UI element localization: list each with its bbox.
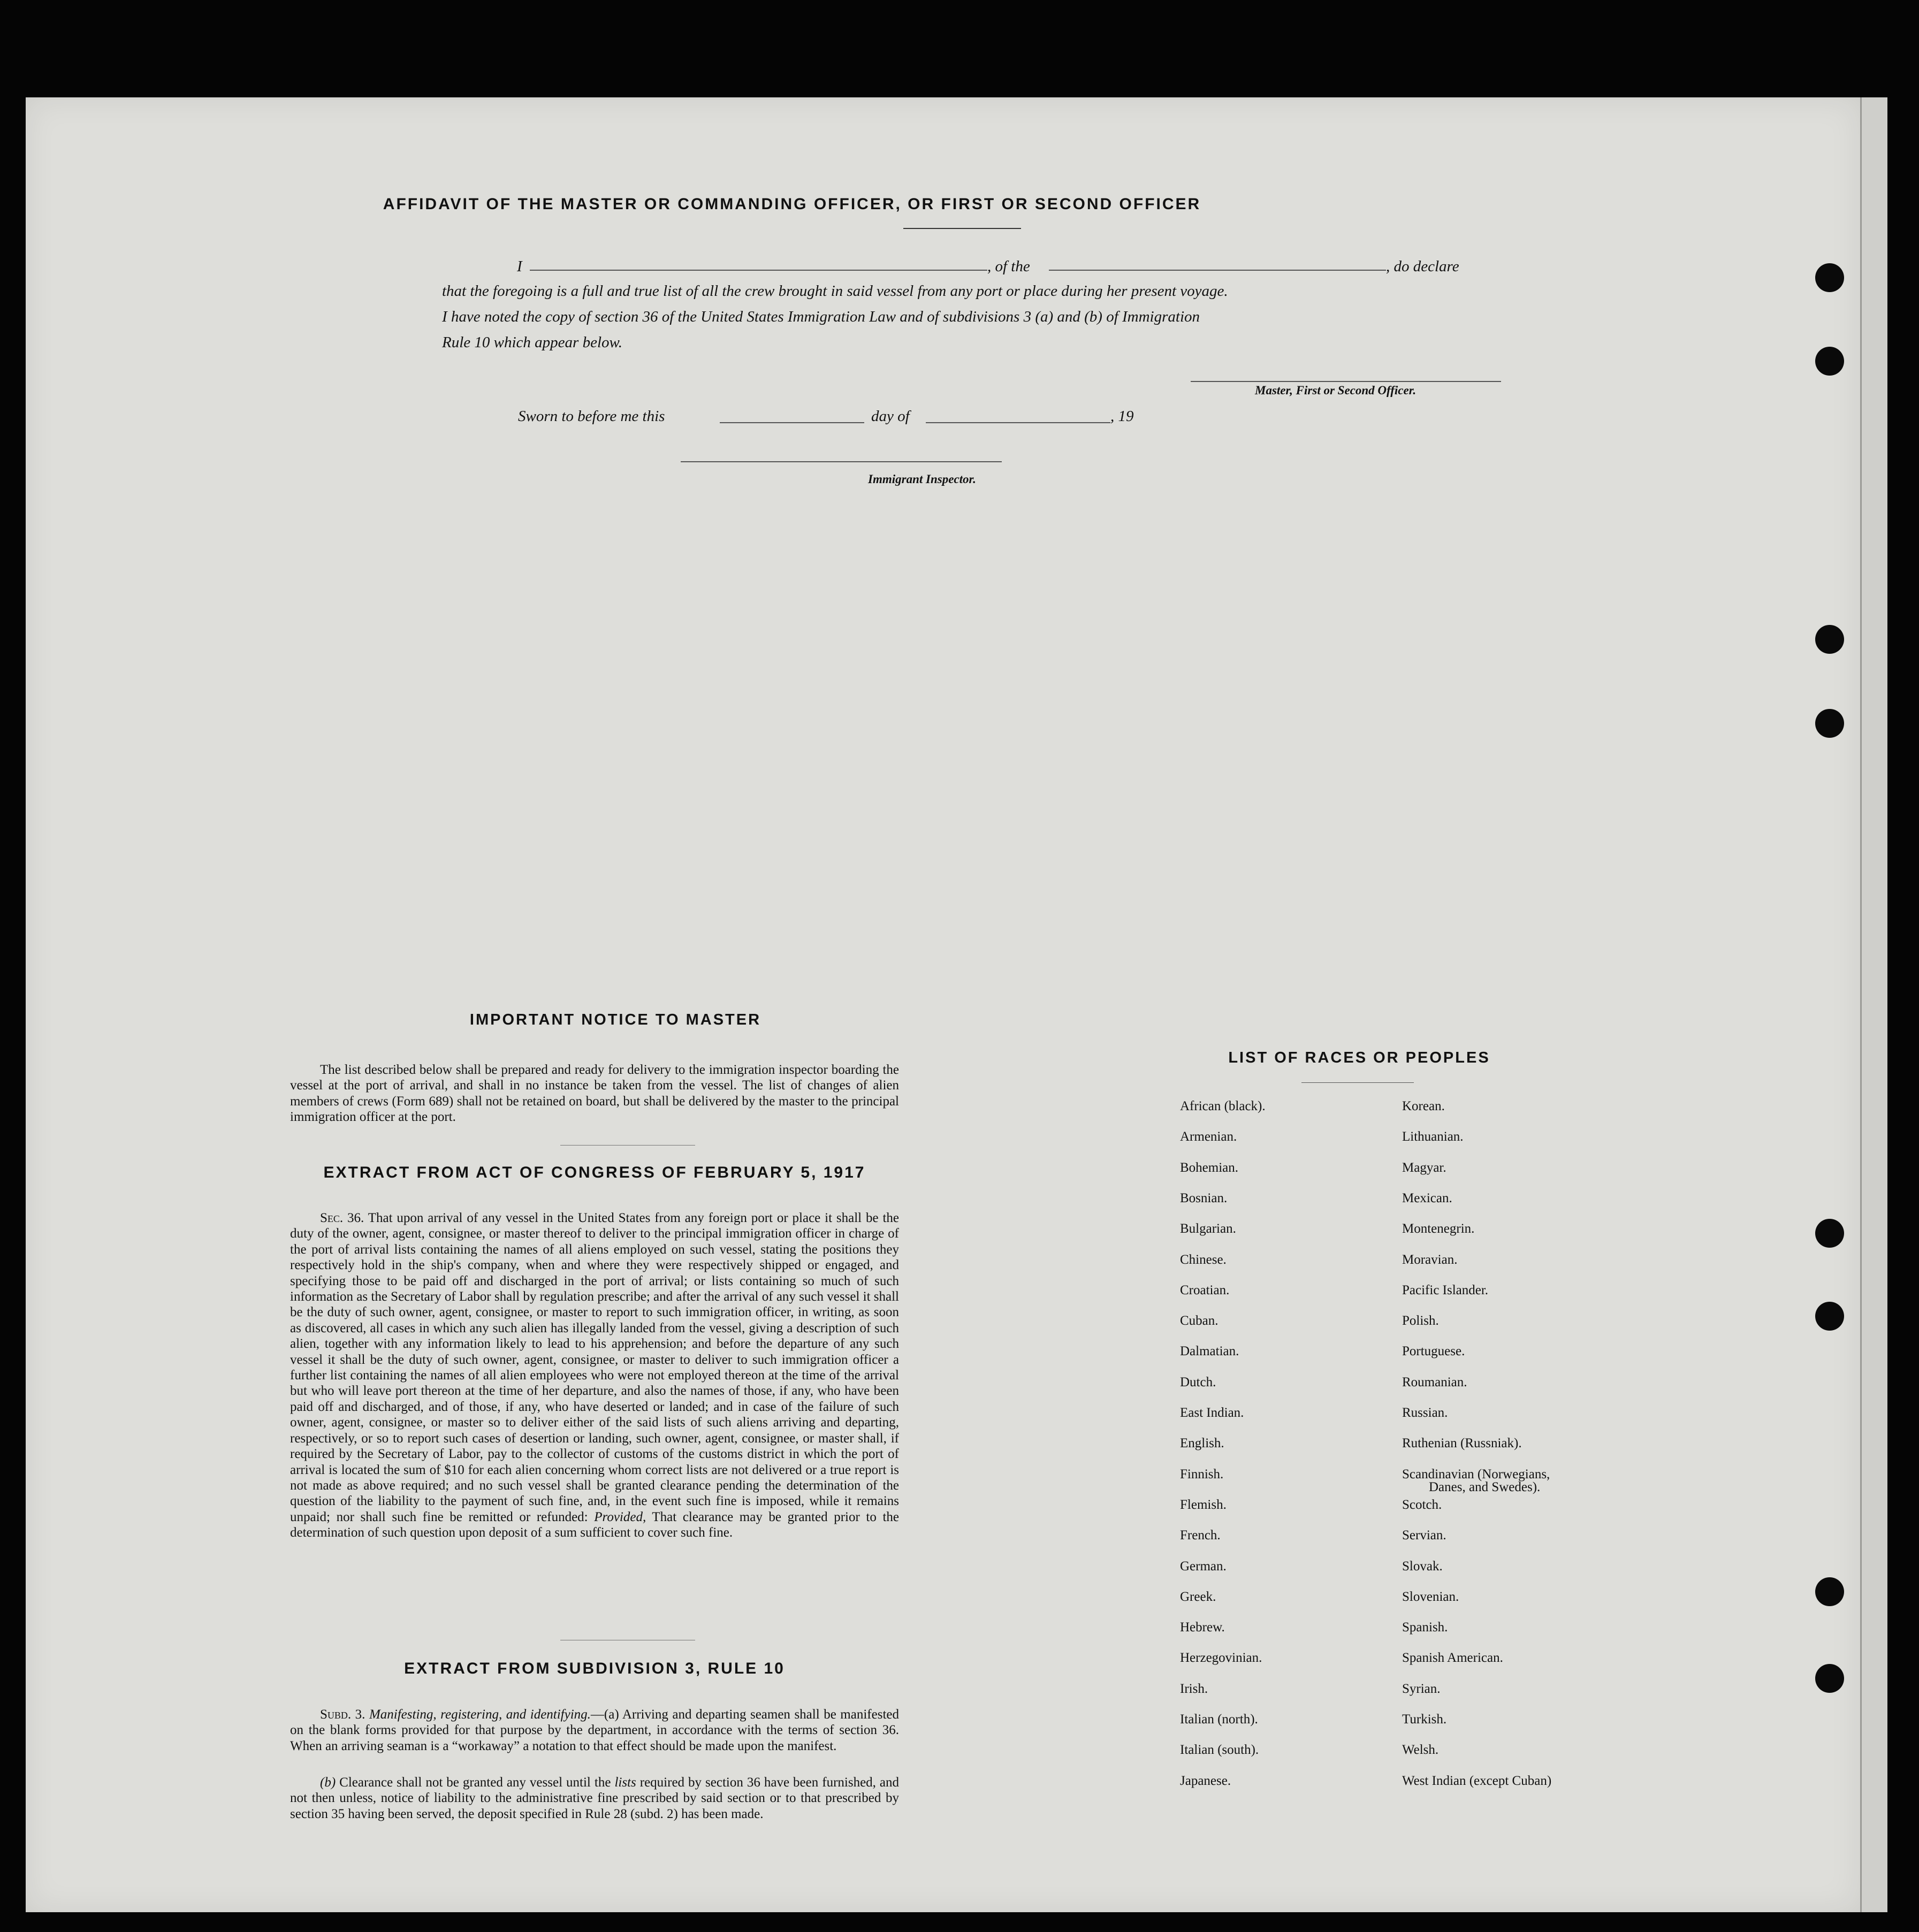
race-item: Mexican. [1402, 1190, 1452, 1205]
race-item: African (black). [1180, 1099, 1266, 1113]
binder-hole [1815, 625, 1844, 654]
page-edge [1860, 97, 1887, 1912]
race-item: Bosnian. [1180, 1190, 1228, 1205]
master-signature-label: Master, First or Second Officer. [1255, 384, 1417, 397]
race-item: German. [1180, 1559, 1227, 1574]
act-extract-title: EXTRACT FROM ACT OF CONGRESS OF FEBRUARY 5, 1917 [323, 1164, 866, 1181]
race-item: Finnish. [1180, 1467, 1224, 1482]
race-item: Magyar. [1402, 1160, 1446, 1175]
sworn-day-line[interactable] [720, 422, 864, 423]
subd-a-label: —(a) [590, 1707, 619, 1722]
binder-hole [1815, 1577, 1844, 1606]
divider [903, 228, 1021, 229]
race-item: Slovak. [1402, 1559, 1443, 1574]
inspector-label: Immigrant Inspector. [868, 472, 976, 486]
subd-b-label: (b) [320, 1775, 336, 1790]
act-extract-body [290, 1210, 899, 1541]
inspector-signature-line[interactable] [681, 461, 1002, 462]
affidavit-line-2: that the foregoing is a full and true list of all the crew brought in said vessel from any port or place during her present voyage. [442, 282, 1228, 300]
race-item: Scandinavian (Norwegians, [1402, 1467, 1550, 1482]
race-item: Hebrew. [1180, 1620, 1225, 1635]
race-item: Chinese. [1180, 1252, 1227, 1267]
race-item: Cuban. [1180, 1314, 1219, 1328]
provided-label: Provided, [594, 1509, 646, 1524]
race-item: Roumanian. [1402, 1374, 1467, 1389]
sec-36-text: That upon arrival of any vessel in the United States from any foreign port or place it shall be the duty of the owner, agent, consignee, or master thereof to deliver to the principal immigration officer in charge of the port of arrival lists containing the names of all aliens employed on such vessel, stating the positions they respectively hold in the ship's company, when and where they were respectively shipped or engaged, and specifying those to be paid off and discharged in the port of arrival; or lists containing so much of such information as the Secretary of Labor shall by regulation prescribe; and after the arrival of any such vessel it shall be the duty of such owner, agent, consignee, or master to report to such immigration officer, in writing, as soon as discovered, all cases in which any such alien has illegally landed from the vessel, giving a description of such alien, together with any information likely to lead to his apprehension; and before the departure of any such vessel it shall be the duty of such owner, agent, consignee, or master to deliver to such immigration officer a further list containing the names of all alien employees who were not employed thereon at the time of the arrival but who will leave port thereon at the time of her departure, and also the names of those, if any, who have been paid off and discharged, and of those, if any, who have deserted or landed; and in case of the failure of such owner, agent, consignee, or master so to deliver either of the said lists of such aliens arriving and departing, respectively, or so to report such cases of desertion or landing, such owner, agent, consignee, or master shall, if required by the Secretary of Labor, pay to the collector of customs of the customs district in which the port of arrival is located the sum of $10 for each alien concerning whom correct lists are not delivered or a true report is not made as above required; and no such vessel shall be granted clearance pending the determination of the question of the liability to the payment of such fine, and, in the event such fine is imposed, while it remains unpaid; nor shall such fine be remitted or refunded: [290, 1211, 899, 1524]
rule-extract-subd-a [290, 1707, 899, 1754]
race-item: Bulgarian. [1180, 1221, 1236, 1236]
vessel-line[interactable] [1049, 270, 1386, 271]
affidavit-line-4: Rule 10 which appear below. [442, 334, 622, 351]
sworn-month-line[interactable] [926, 422, 1110, 423]
binder-hole [1815, 1219, 1844, 1248]
race-item: Portuguese. [1402, 1344, 1465, 1359]
affidavit-declare-label: , do declare [1386, 258, 1459, 275]
notice-body: The list described below shall be prepared and ready for delivery to the immigration inspector boarding the vessel at the port of arrival, and shall in no instance be taken from the vessel. The list of changes of alien members of crews (Form 689) shall not be retained on board, but shall be delivered by the master to the principal immigration officer at the port. [290, 1063, 899, 1125]
race-item: Russian. [1402, 1406, 1448, 1420]
race-item: Herzegovinian. [1180, 1651, 1262, 1666]
subd-b-body-1: Clearance shall not be granted any vessel until the [339, 1775, 611, 1790]
race-item: Armenian. [1180, 1129, 1237, 1144]
year-label: , 19 [1110, 408, 1134, 425]
notice-title: IMPORTANT NOTICE TO MASTER [469, 1011, 761, 1028]
race-item-continuation: Danes, and Swedes). [1429, 1479, 1541, 1494]
subd-label: Subd. 3. [320, 1707, 365, 1722]
binder-hole [1815, 263, 1844, 292]
race-item: Lithuanian. [1402, 1129, 1464, 1144]
races-title: LIST OF RACES OR PEOPLES [1228, 1049, 1490, 1066]
race-item: Slovenian. [1402, 1589, 1459, 1604]
race-item: Flemish. [1180, 1497, 1227, 1512]
sworn-label: Sworn to before me this [518, 408, 665, 425]
race-item: West Indian (except Cuban) [1402, 1773, 1552, 1788]
binder-hole [1815, 1664, 1844, 1693]
race-item: Italian (south). [1180, 1743, 1259, 1758]
race-item: Dutch. [1180, 1374, 1216, 1389]
binder-hole [1815, 347, 1844, 376]
race-item: Syrian. [1402, 1681, 1441, 1696]
race-item: English. [1180, 1436, 1224, 1451]
race-item: Moravian. [1402, 1252, 1458, 1267]
day-of-label: day of [871, 408, 910, 425]
subd-b-body-2: required by section 36 have been furnished, and not then unless, notice of liability to the administrative fine prescribed by said section or to that prescribed by section 35 having been served, the deposit specified in Rule 28 (subd. 2) has been made. [290, 1775, 900, 1821]
race-item: Japanese. [1180, 1773, 1231, 1788]
race-item: Bohemian. [1180, 1160, 1239, 1175]
divider [560, 1145, 695, 1146]
race-item: East Indian. [1180, 1406, 1244, 1420]
race-item: Montenegrin. [1402, 1221, 1475, 1236]
race-item: French. [1180, 1528, 1221, 1543]
subd-b-lists: lists [614, 1775, 636, 1790]
race-item: Spanish. [1402, 1620, 1448, 1635]
race-item: Polish. [1402, 1314, 1439, 1328]
race-item: Spanish American. [1402, 1651, 1503, 1666]
binder-hole [1815, 1302, 1844, 1331]
sec-label: Sec. 36. [320, 1211, 364, 1225]
race-item: Italian (north). [1180, 1712, 1258, 1727]
affidavit-of-the-label: , of the [987, 258, 1030, 275]
race-item: Greek. [1180, 1589, 1216, 1604]
binder-hole [1815, 709, 1844, 738]
affidavit-i-label: I [517, 258, 522, 275]
affidavit-line-3: I have noted the copy of section 36 of the United States Immigration Law and of subdivisions 3 (a) and (b) of Immigration [442, 308, 1200, 325]
race-item: Ruthenian (Russniak). [1402, 1436, 1522, 1451]
master-signature-line[interactable] [1191, 381, 1501, 382]
race-item: Korean. [1402, 1099, 1445, 1113]
race-item: Turkish. [1402, 1712, 1447, 1727]
race-item: Irish. [1180, 1681, 1208, 1696]
subd-a-body: Arriving and departing seamen shall be manifested on the blank forms provided for that purpose by the department, in accordance with the terms of section 36. When an arriving seaman is a “workaway” a notation to that effect should be made upon the manifest. [290, 1707, 899, 1753]
sec-36-text-end: That clearance may be granted prior to the determination of such question upon deposit of a sum sufficient to cover such fine. [290, 1509, 900, 1540]
affidavit-title: AFFIDAVIT OF THE MASTER OR COMMANDING OFFICER, OR FIRST OR SECOND OFFICER [383, 195, 1201, 213]
race-item: Scotch. [1402, 1497, 1442, 1512]
race-item: Pacific Islander. [1402, 1282, 1489, 1297]
race-item: Welsh. [1402, 1743, 1439, 1758]
race-item: Dalmatian. [1180, 1344, 1239, 1359]
rule-extract-subd-b [290, 1775, 899, 1822]
race-item: Servian. [1402, 1528, 1446, 1543]
divider [1301, 1082, 1414, 1083]
race-item: Croatian. [1180, 1282, 1230, 1297]
subd-heading: Manifesting, registering, and identifying. [369, 1707, 591, 1722]
rule-extract-title: EXTRACT FROM SUBDIVISION 3, RULE 10 [404, 1660, 785, 1677]
name-line[interactable] [530, 270, 987, 271]
document-page [26, 97, 1860, 1912]
